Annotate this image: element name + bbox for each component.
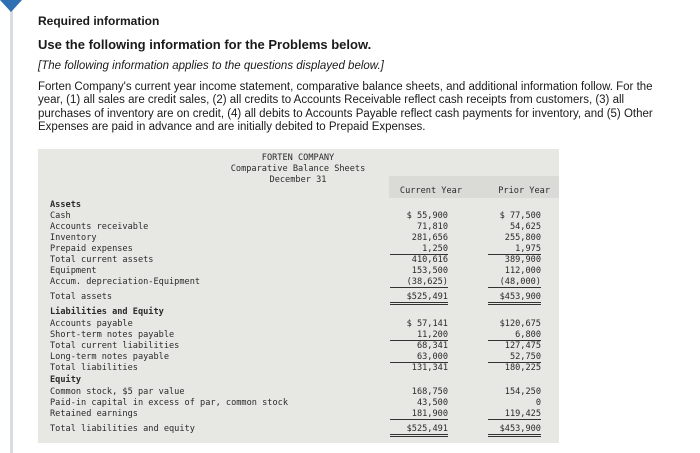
prior-value: 389,900 xyxy=(504,255,541,265)
prior-value: 1,975 xyxy=(488,244,541,255)
row-label: Short-term notes payable xyxy=(50,330,175,340)
row-label: Long-term notes payable xyxy=(50,352,169,362)
current-value: 168,750 xyxy=(411,387,448,397)
row-label: Total liabilities xyxy=(50,363,138,373)
row-label: Accum. depreciation-Equipment xyxy=(50,277,201,287)
prior-value: 127,475 xyxy=(504,341,541,351)
row-label: Total assets xyxy=(50,292,113,302)
current-value: $525,491 xyxy=(390,292,448,305)
current-value: $ 57,141 xyxy=(406,319,448,329)
row-label: Equipment xyxy=(50,266,97,276)
current-value: 68,341 xyxy=(416,341,448,351)
row-label: Common stock, $5 par value xyxy=(50,387,185,397)
row-label: Total liabilities and equity xyxy=(50,424,195,434)
liabilities-heading: Liabilities and Equity xyxy=(50,307,164,317)
current-value: 71,810 xyxy=(416,222,448,232)
current-value: (38,625) xyxy=(390,277,448,288)
current-value: 410,616 xyxy=(411,255,448,265)
row-label: Paid-in capital in excess of par, common stock xyxy=(50,398,288,408)
equity-heading: Equity xyxy=(50,375,82,385)
current-value: 63,000 xyxy=(390,352,448,363)
row-label: Inventory xyxy=(50,233,97,243)
current-year-header: Current Year xyxy=(399,186,462,196)
bookmark-icon[interactable] xyxy=(0,0,22,12)
required-information-label: Required information xyxy=(38,14,160,28)
statement-title: Comparative Balance Sheets xyxy=(230,164,366,174)
applies-note: [The following information applies to the questions displayed below.] xyxy=(38,60,384,72)
prior-value: 6,800 xyxy=(488,330,541,341)
row-label: Cash xyxy=(50,211,71,221)
row-label: Retained earnings xyxy=(50,409,138,419)
row-label: Accounts payable xyxy=(50,319,133,329)
prior-value: $ 77,500 xyxy=(499,211,541,221)
prior-value: 154,250 xyxy=(504,387,541,397)
problems-heading: Use the following information for the Problems below. xyxy=(38,37,372,52)
current-value: 181,900 xyxy=(390,409,448,420)
prior-value: 255,800 xyxy=(504,233,541,243)
prior-value: 112,000 xyxy=(504,266,541,276)
current-value: $ 55,900 xyxy=(406,211,448,221)
prior-value: $453,900 xyxy=(488,292,541,305)
prior-value: $453,900 xyxy=(488,424,541,437)
current-value: $525,491 xyxy=(390,424,448,437)
current-value: 281,656 xyxy=(411,233,448,243)
row-label: Accounts receivable xyxy=(50,222,149,232)
balance-sheet-table xyxy=(38,149,559,443)
prior-value: 52,750 xyxy=(488,352,541,363)
intro-paragraph: Forten Company's current year income statement, comparative balance sheets, and additional information follow. For the year, (1) all sales are credit sales, (2) all credits to Accounts Receivable reflect cash receipts from customers, (3) all purchases of inventory are on credit, (4) all debits to Accounts Payable reflect cash payments for inventory, and (5) Other Expenses are paid in advance and are initially debited to Prepaid Expenses. xyxy=(38,81,653,134)
row-label: Prepaid expenses xyxy=(50,244,133,254)
current-value: 153,500 xyxy=(411,266,448,276)
prior-value: 119,425 xyxy=(488,409,541,420)
company-name: FORTEN COMPANY xyxy=(261,153,335,163)
assets-heading: Assets xyxy=(50,200,82,210)
prior-value: 0 xyxy=(535,398,541,408)
statement-date: December 31 xyxy=(269,175,327,185)
left-rule xyxy=(10,0,13,453)
row-label: Total current assets xyxy=(50,255,154,265)
current-value: 1,250 xyxy=(390,244,448,255)
prior-value: (48,000) xyxy=(488,277,541,288)
prior-value: 180,225 xyxy=(504,363,541,373)
row-label: Total current liabilities xyxy=(50,341,180,351)
current-value: 131,341 xyxy=(411,363,448,373)
prior-year-header: Prior Year xyxy=(498,186,550,196)
prior-value: 54,625 xyxy=(509,222,541,232)
prior-value: $120,675 xyxy=(499,319,541,329)
current-value: 11,200 xyxy=(390,330,448,341)
current-value: 43,500 xyxy=(416,398,448,408)
